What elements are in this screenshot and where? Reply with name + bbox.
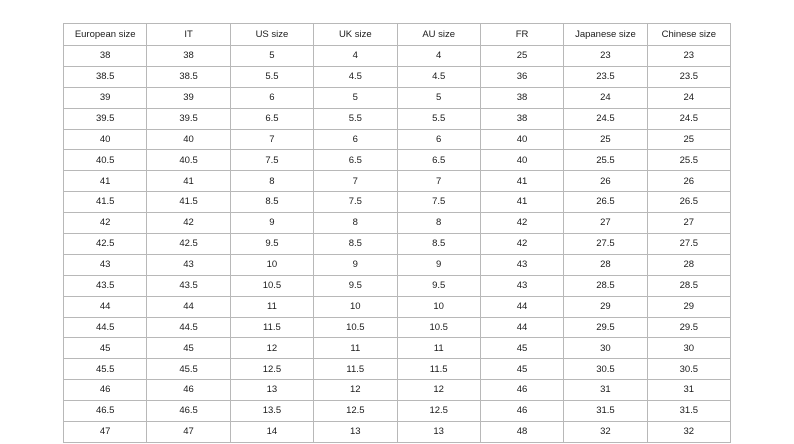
table-row <box>64 401 731 422</box>
table-row <box>64 380 731 401</box>
table-cell: 46 <box>480 401 563 422</box>
table-row <box>64 422 731 443</box>
table-cell: 39 <box>147 87 230 108</box>
table-cell: 13 <box>230 380 313 401</box>
size-chart-container <box>63 23 731 443</box>
table-cell: 31.5 <box>564 401 647 422</box>
table-cell: 6.5 <box>230 108 313 129</box>
table-header-row <box>64 24 731 46</box>
table-cell: 38 <box>64 46 147 67</box>
table-cell: 38 <box>147 46 230 67</box>
table-cell: 8.5 <box>397 234 480 255</box>
table-cell: 44 <box>147 296 230 317</box>
table-cell: 41.5 <box>64 192 147 213</box>
table-cell: 5 <box>230 46 313 67</box>
table-cell: 31 <box>647 380 730 401</box>
table-cell: 31 <box>564 380 647 401</box>
column-header: IT <box>147 24 230 46</box>
table-cell: 25 <box>564 129 647 150</box>
table-cell: 6 <box>397 129 480 150</box>
table-row <box>64 275 731 296</box>
table-cell: 29 <box>564 296 647 317</box>
table-cell: 11 <box>230 296 313 317</box>
table-cell: 30.5 <box>647 359 730 380</box>
table-cell: 5.5 <box>230 66 313 87</box>
column-header: Chinese size <box>647 24 730 46</box>
table-cell: 9 <box>314 254 397 275</box>
table-cell: 38 <box>480 108 563 129</box>
table-cell: 27 <box>564 213 647 234</box>
table-cell: 8 <box>314 213 397 234</box>
table-cell: 7 <box>230 129 313 150</box>
table-row <box>64 171 731 192</box>
table-cell: 45 <box>480 338 563 359</box>
table-cell: 44 <box>480 296 563 317</box>
table-cell: 12.5 <box>230 359 313 380</box>
column-header: European size <box>64 24 147 46</box>
table-body <box>64 46 731 443</box>
table-cell: 42 <box>64 213 147 234</box>
table-row <box>64 359 731 380</box>
table-cell: 5.5 <box>314 108 397 129</box>
table-cell: 28.5 <box>647 275 730 296</box>
table-cell: 26 <box>647 171 730 192</box>
table-cell: 10.5 <box>397 317 480 338</box>
table-cell: 13 <box>314 422 397 443</box>
table-cell: 12 <box>230 338 313 359</box>
column-header: US size <box>230 24 313 46</box>
table-cell: 32 <box>647 422 730 443</box>
table-cell: 10 <box>230 254 313 275</box>
table-cell: 27.5 <box>564 234 647 255</box>
table-cell: 30 <box>647 338 730 359</box>
table-cell: 9.5 <box>314 275 397 296</box>
table-cell: 38 <box>480 87 563 108</box>
table-cell: 7 <box>397 171 480 192</box>
table-cell: 6 <box>230 87 313 108</box>
table-cell: 7.5 <box>397 192 480 213</box>
table-cell: 10 <box>314 296 397 317</box>
table-cell: 39.5 <box>147 108 230 129</box>
table-cell: 46 <box>64 380 147 401</box>
table-cell: 29 <box>647 296 730 317</box>
table-cell: 25 <box>647 129 730 150</box>
table-cell: 27.5 <box>647 234 730 255</box>
table-row <box>64 213 731 234</box>
table-cell: 10.5 <box>230 275 313 296</box>
table-row <box>64 129 731 150</box>
column-header: AU size <box>397 24 480 46</box>
table-cell: 27 <box>647 213 730 234</box>
table-cell: 43 <box>64 254 147 275</box>
table-row <box>64 192 731 213</box>
table-cell: 23.5 <box>564 66 647 87</box>
table-cell: 8.5 <box>230 192 313 213</box>
table-cell: 30 <box>564 338 647 359</box>
table-cell: 44 <box>64 296 147 317</box>
table-cell: 10.5 <box>314 317 397 338</box>
table-cell: 12 <box>314 380 397 401</box>
table-cell: 45 <box>64 338 147 359</box>
table-row <box>64 108 731 129</box>
table-cell: 28.5 <box>564 275 647 296</box>
table-cell: 24.5 <box>647 108 730 129</box>
table-cell: 46.5 <box>64 401 147 422</box>
table-cell: 6 <box>314 129 397 150</box>
table-cell: 44.5 <box>147 317 230 338</box>
table-header <box>64 24 731 46</box>
table-cell: 30.5 <box>564 359 647 380</box>
table-cell: 10 <box>397 296 480 317</box>
table-cell: 40.5 <box>64 150 147 171</box>
table-cell: 44.5 <box>64 317 147 338</box>
table-cell: 7.5 <box>230 150 313 171</box>
table-cell: 32 <box>564 422 647 443</box>
table-cell: 43 <box>480 275 563 296</box>
table-cell: 9 <box>230 213 313 234</box>
table-cell: 11.5 <box>230 317 313 338</box>
table-cell: 12.5 <box>397 401 480 422</box>
table-row <box>64 338 731 359</box>
table-cell: 24.5 <box>564 108 647 129</box>
table-cell: 7 <box>314 171 397 192</box>
table-cell: 11 <box>397 338 480 359</box>
table-cell: 4 <box>397 46 480 67</box>
table-cell: 43 <box>147 254 230 275</box>
table-cell: 41.5 <box>147 192 230 213</box>
table-cell: 28 <box>647 254 730 275</box>
table-cell: 12 <box>397 380 480 401</box>
table-cell: 40 <box>480 129 563 150</box>
column-header: UK size <box>314 24 397 46</box>
table-cell: 47 <box>147 422 230 443</box>
table-cell: 24 <box>564 87 647 108</box>
table-cell: 9 <box>397 254 480 275</box>
table-cell: 42.5 <box>147 234 230 255</box>
table-cell: 42 <box>480 234 563 255</box>
table-cell: 4 <box>314 46 397 67</box>
table-cell: 44 <box>480 317 563 338</box>
table-cell: 41 <box>480 171 563 192</box>
table-cell: 31.5 <box>647 401 730 422</box>
table-cell: 26.5 <box>564 192 647 213</box>
table-row <box>64 150 731 171</box>
table-cell: 6.5 <box>314 150 397 171</box>
table-cell: 13 <box>397 422 480 443</box>
table-cell: 11.5 <box>397 359 480 380</box>
table-cell: 29.5 <box>564 317 647 338</box>
table-row <box>64 234 731 255</box>
table-cell: 26.5 <box>647 192 730 213</box>
table-cell: 38.5 <box>64 66 147 87</box>
table-cell: 5 <box>314 87 397 108</box>
column-header: FR <box>480 24 563 46</box>
table-cell: 7.5 <box>314 192 397 213</box>
table-cell: 9.5 <box>230 234 313 255</box>
table-cell: 46 <box>480 380 563 401</box>
table-cell: 8 <box>397 213 480 234</box>
table-cell: 23 <box>647 46 730 67</box>
table-cell: 11 <box>314 338 397 359</box>
table-row <box>64 317 731 338</box>
table-cell: 8 <box>230 171 313 192</box>
table-cell: 41 <box>64 171 147 192</box>
table-cell: 5.5 <box>397 108 480 129</box>
table-cell: 12.5 <box>314 401 397 422</box>
table-row <box>64 46 731 67</box>
table-cell: 24 <box>647 87 730 108</box>
table-cell: 45 <box>480 359 563 380</box>
table-cell: 25.5 <box>564 150 647 171</box>
table-cell: 25.5 <box>647 150 730 171</box>
table-cell: 39 <box>64 87 147 108</box>
table-cell: 41 <box>480 192 563 213</box>
table-cell: 5 <box>397 87 480 108</box>
table-cell: 26 <box>564 171 647 192</box>
table-cell: 23.5 <box>647 66 730 87</box>
table-cell: 39.5 <box>64 108 147 129</box>
table-cell: 48 <box>480 422 563 443</box>
table-cell: 8.5 <box>314 234 397 255</box>
table-row <box>64 296 731 317</box>
table-cell: 36 <box>480 66 563 87</box>
column-header: Japanese size <box>564 24 647 46</box>
table-cell: 42 <box>147 213 230 234</box>
table-cell: 47 <box>64 422 147 443</box>
table-cell: 42 <box>480 213 563 234</box>
table-cell: 40.5 <box>147 150 230 171</box>
table-cell: 45.5 <box>64 359 147 380</box>
shoe-size-conversion-table <box>63 23 731 443</box>
table-row <box>64 254 731 275</box>
table-cell: 11.5 <box>314 359 397 380</box>
table-cell: 45.5 <box>147 359 230 380</box>
table-row <box>64 66 731 87</box>
table-cell: 28 <box>564 254 647 275</box>
table-cell: 29.5 <box>647 317 730 338</box>
table-cell: 40 <box>147 129 230 150</box>
table-row <box>64 87 731 108</box>
table-cell: 4.5 <box>397 66 480 87</box>
table-cell: 41 <box>147 171 230 192</box>
table-cell: 9.5 <box>397 275 480 296</box>
table-cell: 43.5 <box>147 275 230 296</box>
table-cell: 4.5 <box>314 66 397 87</box>
table-cell: 40 <box>64 129 147 150</box>
table-cell: 43 <box>480 254 563 275</box>
table-cell: 13.5 <box>230 401 313 422</box>
table-cell: 46.5 <box>147 401 230 422</box>
table-cell: 6.5 <box>397 150 480 171</box>
table-cell: 42.5 <box>64 234 147 255</box>
table-cell: 43.5 <box>64 275 147 296</box>
table-cell: 38.5 <box>147 66 230 87</box>
table-cell: 23 <box>564 46 647 67</box>
table-cell: 45 <box>147 338 230 359</box>
table-cell: 25 <box>480 46 563 67</box>
table-cell: 14 <box>230 422 313 443</box>
table-cell: 40 <box>480 150 563 171</box>
table-cell: 46 <box>147 380 230 401</box>
